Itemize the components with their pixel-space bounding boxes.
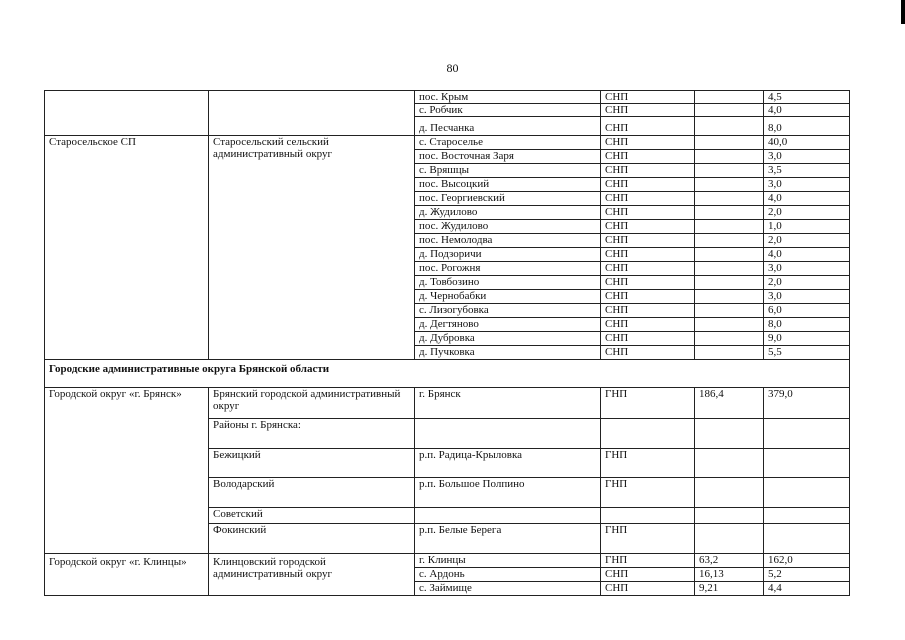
settlement-cell: пос. Крым bbox=[415, 91, 601, 104]
settlement-cell: р.п. Радица-Крыловка bbox=[415, 449, 601, 478]
settlement-cell: д. Товбозино bbox=[415, 276, 601, 290]
area-cell bbox=[695, 91, 764, 104]
type-cell: ГНП bbox=[601, 388, 695, 419]
type-cell: СНП bbox=[601, 150, 695, 164]
value-cell: 4,0 bbox=[764, 248, 850, 262]
district-cell: Брянский городской административный округ bbox=[209, 388, 415, 419]
value-cell: 3,5 bbox=[764, 164, 850, 178]
type-cell: СНП bbox=[601, 276, 695, 290]
table-row bbox=[45, 136, 850, 150]
type-cell: СНП bbox=[601, 332, 695, 346]
type-cell: ГНП bbox=[601, 478, 695, 508]
area-cell: 63,2 bbox=[695, 554, 764, 568]
type-cell: СНП bbox=[601, 318, 695, 332]
value-cell: 8,0 bbox=[764, 318, 850, 332]
value-cell: 3,0 bbox=[764, 290, 850, 304]
type-cell: ГНП bbox=[601, 524, 695, 554]
area-cell bbox=[695, 304, 764, 318]
value-cell bbox=[764, 419, 850, 449]
value-cell: 4,0 bbox=[764, 192, 850, 206]
area-cell bbox=[695, 150, 764, 164]
area-cell bbox=[695, 508, 764, 524]
area-cell: 186,4 bbox=[695, 388, 764, 419]
settlement-cell: д. Песчанка bbox=[415, 117, 601, 136]
area-cell bbox=[695, 419, 764, 449]
settlement-cell: с. Ардонь bbox=[415, 568, 601, 582]
area-cell bbox=[695, 332, 764, 346]
area-cell bbox=[695, 192, 764, 206]
settlement-cell: д. Чернобабки bbox=[415, 290, 601, 304]
district-cell: Фокинский bbox=[209, 524, 415, 554]
value-cell: 2,0 bbox=[764, 276, 850, 290]
value-cell: 2,0 bbox=[764, 206, 850, 220]
settlement-cell: пос. Жудилово bbox=[415, 220, 601, 234]
settlement-cell: пос. Рогожня bbox=[415, 262, 601, 276]
settlement-cell: пос. Восточная Заря bbox=[415, 150, 601, 164]
area-cell bbox=[695, 206, 764, 220]
settlement-cell: г. Клинцы bbox=[415, 554, 601, 568]
type-cell: СНП bbox=[601, 582, 695, 596]
value-cell: 4,5 bbox=[764, 91, 850, 104]
type-cell: ГНП bbox=[601, 449, 695, 478]
type-cell bbox=[601, 508, 695, 524]
section-heading: Городские административные округа Брянской области bbox=[45, 360, 850, 388]
value-cell: 4,0 bbox=[764, 104, 850, 117]
district-cell: Советский bbox=[209, 508, 415, 524]
settlement-cell: с. Лизогубовка bbox=[415, 304, 601, 318]
value-cell: 5,5 bbox=[764, 346, 850, 360]
type-cell: СНП bbox=[601, 206, 695, 220]
type-cell: СНП bbox=[601, 248, 695, 262]
page-number: 80 bbox=[446, 61, 459, 75]
value-cell bbox=[764, 508, 850, 524]
value-cell: 1,0 bbox=[764, 220, 850, 234]
value-cell bbox=[764, 524, 850, 554]
area-cell bbox=[695, 178, 764, 192]
value-cell: 162,0 bbox=[764, 554, 850, 568]
district-cell: Старосельский сельский административный округ bbox=[209, 136, 415, 360]
value-cell: 3,0 bbox=[764, 178, 850, 192]
area-cell bbox=[695, 234, 764, 248]
municipality-cell: Городской округ «г. Брянск» bbox=[45, 388, 209, 554]
value-cell: 3,0 bbox=[764, 150, 850, 164]
type-cell: СНП bbox=[601, 192, 695, 206]
type-cell: СНП bbox=[601, 234, 695, 248]
district-cell: Клинцовский городской административный округ bbox=[209, 554, 415, 596]
type-cell: СНП bbox=[601, 220, 695, 234]
area-cell bbox=[695, 262, 764, 276]
value-cell: 40,0 bbox=[764, 136, 850, 150]
table-row bbox=[45, 388, 850, 419]
value-cell: 9,0 bbox=[764, 332, 850, 346]
municipality-cell: Старосельское СП bbox=[45, 136, 209, 360]
settlement-cell: д. Дегтяново bbox=[415, 318, 601, 332]
type-cell: СНП bbox=[601, 136, 695, 150]
value-cell: 6,0 bbox=[764, 304, 850, 318]
value-cell bbox=[764, 449, 850, 478]
type-cell: СНП bbox=[601, 304, 695, 318]
area-cell bbox=[695, 248, 764, 262]
area-cell bbox=[695, 290, 764, 304]
settlement-cell: д. Подзоричи bbox=[415, 248, 601, 262]
area-cell: 9,21 bbox=[695, 582, 764, 596]
settlement-cell: д. Пучковка bbox=[415, 346, 601, 360]
type-cell: СНП bbox=[601, 91, 695, 104]
scan-edge-mark bbox=[901, 0, 905, 24]
settlements-table bbox=[44, 90, 850, 596]
settlement-cell: г. Брянск bbox=[415, 388, 601, 419]
settlement-cell: пос. Высоцкий bbox=[415, 178, 601, 192]
type-cell: СНП bbox=[601, 262, 695, 276]
settlement-cell: с. Староселье bbox=[415, 136, 601, 150]
settlement-cell bbox=[415, 508, 601, 524]
value-cell: 379,0 bbox=[764, 388, 850, 419]
area-cell bbox=[695, 276, 764, 290]
type-cell: СНП bbox=[601, 290, 695, 304]
municipality-cell bbox=[45, 91, 209, 136]
value-cell: 4,4 bbox=[764, 582, 850, 596]
type-cell: СНП bbox=[601, 164, 695, 178]
value-cell: 3,0 bbox=[764, 262, 850, 276]
area-cell bbox=[695, 117, 764, 136]
section-header-row bbox=[45, 360, 850, 388]
district-cell: Районы г. Брянска: bbox=[209, 419, 415, 449]
area-cell bbox=[695, 136, 764, 150]
value-cell: 5,2 bbox=[764, 568, 850, 582]
area-cell bbox=[695, 104, 764, 117]
area-cell bbox=[695, 318, 764, 332]
value-cell: 2,0 bbox=[764, 234, 850, 248]
municipality-cell: Городской округ «г. Клинцы» bbox=[45, 554, 209, 596]
settlement-cell: с. Займище bbox=[415, 582, 601, 596]
area-cell: 16,13 bbox=[695, 568, 764, 582]
type-cell: СНП bbox=[601, 178, 695, 192]
settlement-cell: р.п. Большое Полпино bbox=[415, 478, 601, 508]
district-cell: Володарский bbox=[209, 478, 415, 508]
settlement-cell: д. Дубровка bbox=[415, 332, 601, 346]
area-cell bbox=[695, 164, 764, 178]
district-cell bbox=[209, 91, 415, 136]
settlement-cell: д. Жудилово bbox=[415, 206, 601, 220]
value-cell: 8,0 bbox=[764, 117, 850, 136]
settlement-cell: р.п. Белые Берега bbox=[415, 524, 601, 554]
value-cell bbox=[764, 478, 850, 508]
table-row bbox=[45, 91, 850, 104]
settlement-cell bbox=[415, 419, 601, 449]
area-cell bbox=[695, 449, 764, 478]
area-cell bbox=[695, 220, 764, 234]
area-cell bbox=[695, 524, 764, 554]
table-row bbox=[45, 554, 850, 568]
settlement-cell: пос. Георгиевский bbox=[415, 192, 601, 206]
type-cell: ГНП bbox=[601, 554, 695, 568]
district-cell: Бежицкий bbox=[209, 449, 415, 478]
settlement-cell: с. Робчик bbox=[415, 104, 601, 117]
type-cell: СНП bbox=[601, 104, 695, 117]
type-cell: СНП bbox=[601, 568, 695, 582]
type-cell: СНП bbox=[601, 346, 695, 360]
area-cell bbox=[695, 478, 764, 508]
area-cell bbox=[695, 346, 764, 360]
type-cell: СНП bbox=[601, 117, 695, 136]
settlement-cell: с. Вряшцы bbox=[415, 164, 601, 178]
type-cell bbox=[601, 419, 695, 449]
settlement-cell: пос. Немолодва bbox=[415, 234, 601, 248]
